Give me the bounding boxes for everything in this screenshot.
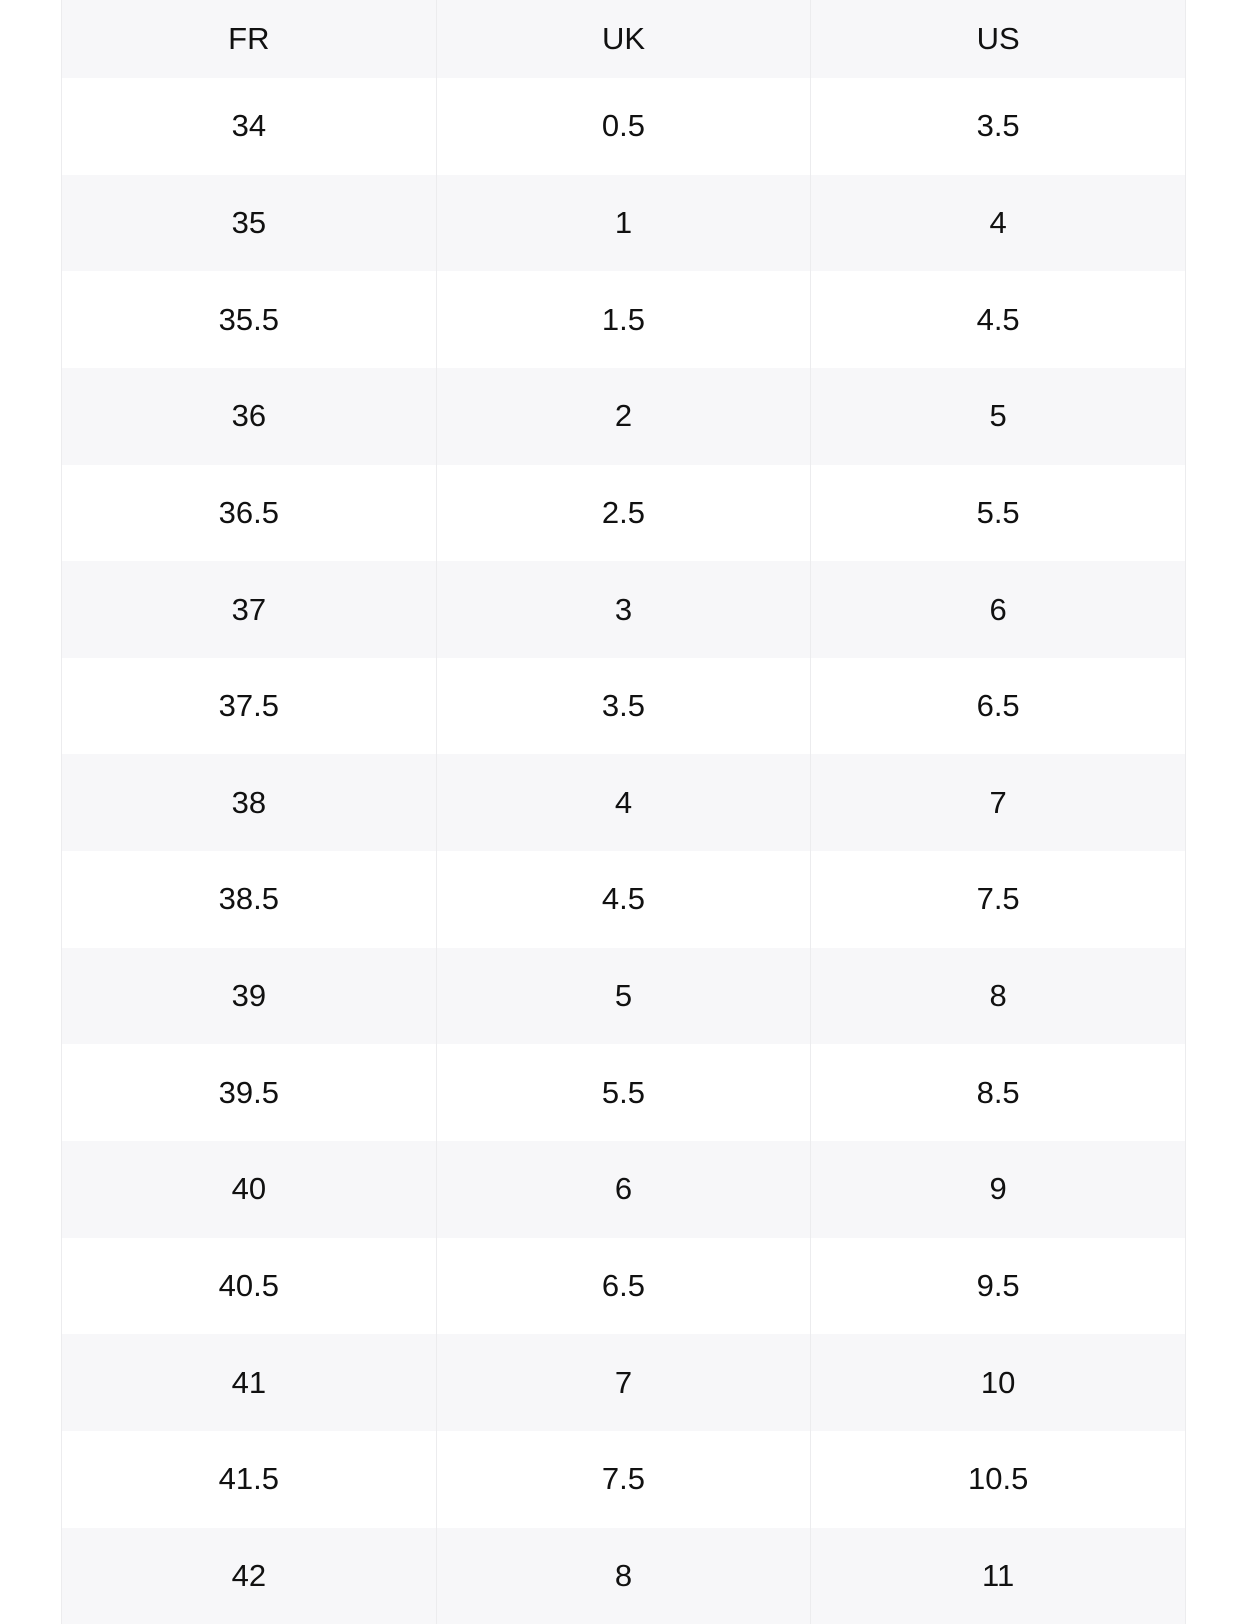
table-row <box>62 1238 1186 1335</box>
table-row <box>62 1044 1186 1141</box>
table-row <box>62 948 1186 1045</box>
cell-fr: 38 <box>231 784 267 820</box>
cell-us: 5.5 <box>811 465 1186 562</box>
header-uk: UK <box>436 0 811 78</box>
cell-uk: 7.5 <box>436 1431 811 1528</box>
header-fr: FR <box>228 21 270 56</box>
cell-us: 10.5 <box>811 1431 1186 1528</box>
cell-us: 6.5 <box>811 658 1186 755</box>
cell-uk: 6 <box>436 1141 811 1238</box>
cell-uk: 2 <box>436 368 811 465</box>
cell-uk: 1 <box>436 175 811 272</box>
cell-us: 3.5 <box>811 78 1186 175</box>
cell-uk: 4 <box>436 754 811 851</box>
cell-fr: 39.5 <box>218 1074 279 1110</box>
cell-fr: 40.5 <box>218 1268 279 1303</box>
header-us: US <box>811 0 1186 78</box>
cell-fr: 41 <box>231 1364 267 1400</box>
cell-fr: 36 <box>231 398 267 434</box>
cell-fr: 40 <box>231 1171 267 1207</box>
cell-uk: 4.5 <box>436 851 811 948</box>
cell-uk: 1.5 <box>436 271 811 368</box>
cell-fr: 38.5 <box>218 881 279 917</box>
header-row <box>62 0 1186 78</box>
cell-uk: 5 <box>436 948 811 1045</box>
cell-us: 7 <box>811 754 1186 851</box>
cell-fr: 34 <box>231 108 267 144</box>
cell-fr: 36.5 <box>218 494 279 530</box>
cell-us: 9.5 <box>811 1238 1186 1335</box>
cell-uk: 2.5 <box>436 465 811 562</box>
cell-uk: 6.5 <box>436 1238 811 1335</box>
cell-uk: 3.5 <box>436 658 811 755</box>
cell-us: 11 <box>811 1528 1186 1624</box>
cell-fr: 42 <box>231 1557 267 1593</box>
table-row <box>62 1141 1186 1238</box>
cell-uk: 7 <box>436 1334 811 1431</box>
cell-us: 7.5 <box>811 851 1186 948</box>
table-row <box>62 175 1186 272</box>
cell-fr: 35.5 <box>218 301 279 337</box>
cell-fr: 41.5 <box>218 1461 279 1497</box>
cell-us: 10 <box>811 1334 1186 1431</box>
cell-fr: 37 <box>231 591 267 627</box>
cell-us: 8 <box>811 948 1186 1045</box>
table-row <box>62 1431 1186 1528</box>
cell-us: 9 <box>811 1141 1186 1238</box>
table-row <box>62 561 1186 658</box>
table-row <box>62 1334 1186 1431</box>
table-row <box>62 465 1186 562</box>
cell-us: 8.5 <box>811 1044 1186 1141</box>
cell-uk: 0.5 <box>436 78 811 175</box>
cell-fr: 35 <box>231 204 267 240</box>
cell-fr: 37.5 <box>218 688 279 724</box>
table-row <box>62 658 1186 755</box>
cell-us: 4.5 <box>811 271 1186 368</box>
cell-us: 5 <box>811 368 1186 465</box>
table-row <box>62 754 1186 851</box>
cell-us: 4 <box>811 175 1186 272</box>
table-row <box>62 78 1186 175</box>
cell-uk: 8 <box>436 1528 811 1624</box>
cell-uk: 3 <box>436 561 811 658</box>
cell-fr: 39 <box>231 978 267 1014</box>
size-conversion-table <box>61 0 1186 1624</box>
cell-us: 6 <box>811 561 1186 658</box>
table-row <box>62 1528 1186 1624</box>
cell-uk: 5.5 <box>436 1044 811 1141</box>
table-row <box>62 368 1186 465</box>
table-header <box>62 0 1186 78</box>
table-row <box>62 271 1186 368</box>
table-body <box>62 78 1186 1624</box>
table-row <box>62 851 1186 948</box>
